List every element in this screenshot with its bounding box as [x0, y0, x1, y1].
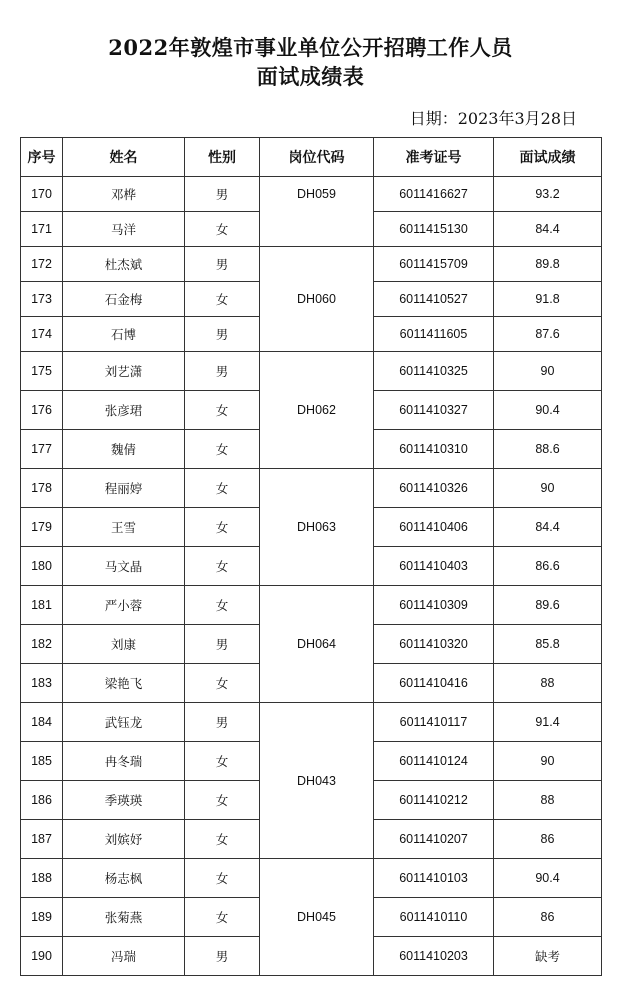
document-subtitle: 面试成绩表 [256, 64, 365, 89]
cell-gender: 男 [185, 352, 260, 391]
cell-post-code: DH060 [260, 247, 374, 352]
cell-score: 90.4 [494, 859, 602, 898]
cell-no: 186 [21, 781, 63, 820]
cell-no: 190 [21, 937, 63, 976]
cell-post-code: DH043 [260, 703, 374, 859]
cell-name: 马文晶 [63, 547, 185, 586]
cell-no: 171 [21, 212, 63, 247]
table-row [21, 177, 602, 212]
cell-exam-id: 6011410416 [374, 664, 494, 703]
cell-score: 90 [494, 469, 602, 508]
cell-gender: 女 [185, 820, 260, 859]
table-row [21, 247, 602, 282]
header-no: 序号 [21, 138, 63, 177]
cell-gender: 男 [185, 625, 260, 664]
cell-gender: 女 [185, 391, 260, 430]
cell-exam-id: 6011410117 [374, 703, 494, 742]
cell-gender: 男 [185, 937, 260, 976]
cell-score: 84.4 [494, 212, 602, 247]
cell-exam-id: 6011415130 [374, 212, 494, 247]
cell-gender: 女 [185, 859, 260, 898]
cell-score: 87.6 [494, 317, 602, 352]
cell-name: 杨志枫 [63, 859, 185, 898]
cell-gender: 女 [185, 742, 260, 781]
cell-name: 刘康 [63, 625, 185, 664]
header-post-code: 岗位代码 [260, 138, 374, 177]
cell-score: 90.4 [494, 391, 602, 430]
table-row [21, 352, 602, 391]
cell-score: 86 [494, 898, 602, 937]
cell-score: 84.4 [494, 508, 602, 547]
cell-exam-id: 6011410327 [374, 391, 494, 430]
cell-exam-id: 6011415709 [374, 247, 494, 282]
cell-gender: 女 [185, 212, 260, 247]
table-row [21, 859, 602, 898]
cell-gender: 女 [185, 898, 260, 937]
cell-score: 85.8 [494, 625, 602, 664]
cell-exam-id: 6011410103 [374, 859, 494, 898]
cell-exam-id: 6011410406 [374, 508, 494, 547]
cell-exam-id: 6011410124 [374, 742, 494, 781]
cell-no: 178 [21, 469, 63, 508]
table-header [21, 138, 602, 177]
cell-exam-id: 6011410110 [374, 898, 494, 937]
cell-gender: 男 [185, 247, 260, 282]
cell-name: 邓桦 [63, 177, 185, 212]
cell-name: 张彦珺 [63, 391, 185, 430]
cell-exam-id: 6011410403 [374, 547, 494, 586]
cell-name: 梁艳飞 [63, 664, 185, 703]
cell-no: 187 [21, 820, 63, 859]
cell-score: 89.8 [494, 247, 602, 282]
cell-score: 93.2 [494, 177, 602, 212]
cell-post-code: DH045 [260, 859, 374, 976]
cell-name: 冉冬瑞 [63, 742, 185, 781]
cell-score: 缺考 [494, 937, 602, 976]
cell-score: 89.6 [494, 586, 602, 625]
cell-name: 武钰龙 [63, 703, 185, 742]
cell-exam-id: 6011410203 [374, 937, 494, 976]
cell-post-code: DH059 [260, 177, 374, 247]
cell-exam-id: 6011410309 [374, 586, 494, 625]
cell-no: 181 [21, 586, 63, 625]
cell-no: 184 [21, 703, 63, 742]
cell-no: 189 [21, 898, 63, 937]
cell-name: 季瑛瑛 [63, 781, 185, 820]
table-row [21, 586, 602, 625]
cell-exam-id: 6011416627 [374, 177, 494, 212]
cell-gender: 女 [185, 664, 260, 703]
cell-name: 王雪 [63, 508, 185, 547]
cell-no: 175 [21, 352, 63, 391]
cell-score: 90 [494, 742, 602, 781]
cell-name: 张菊燕 [63, 898, 185, 937]
cell-gender: 女 [185, 586, 260, 625]
document-title: 2022年敦煌市事业单位公开招聘工作人员 [108, 35, 513, 60]
cell-gender: 女 [185, 430, 260, 469]
cell-no: 173 [21, 282, 63, 317]
cell-no: 185 [21, 742, 63, 781]
header-name: 姓名 [63, 138, 185, 177]
cell-exam-id: 6011410527 [374, 282, 494, 317]
cell-exam-id: 6011410326 [374, 469, 494, 508]
cell-post-code: DH063 [260, 469, 374, 586]
cell-exam-id: 6011410212 [374, 781, 494, 820]
cell-no: 170 [21, 177, 63, 212]
cell-gender: 女 [185, 469, 260, 508]
score-table [20, 137, 602, 976]
cell-gender: 男 [185, 177, 260, 212]
table-row [21, 469, 602, 508]
table-row [21, 703, 602, 742]
cell-gender: 男 [185, 317, 260, 352]
cell-name: 刘艺潇 [63, 352, 185, 391]
header-gender: 性别 [185, 138, 260, 177]
cell-post-code: DH062 [260, 352, 374, 469]
cell-score: 90 [494, 352, 602, 391]
cell-name: 程丽婷 [63, 469, 185, 508]
cell-score: 91.8 [494, 282, 602, 317]
cell-score: 88.6 [494, 430, 602, 469]
cell-no: 176 [21, 391, 63, 430]
cell-no: 183 [21, 664, 63, 703]
cell-no: 180 [21, 547, 63, 586]
cell-score: 91.4 [494, 703, 602, 742]
cell-no: 182 [21, 625, 63, 664]
cell-gender: 女 [185, 547, 260, 586]
cell-no: 174 [21, 317, 63, 352]
cell-gender: 女 [185, 781, 260, 820]
cell-name: 马洋 [63, 212, 185, 247]
table-body [21, 177, 602, 976]
cell-gender: 女 [185, 508, 260, 547]
cell-name: 石金梅 [63, 282, 185, 317]
cell-no: 179 [21, 508, 63, 547]
cell-exam-id: 6011411605 [374, 317, 494, 352]
cell-no: 172 [21, 247, 63, 282]
cell-gender: 男 [185, 703, 260, 742]
cell-post-code: DH064 [260, 586, 374, 703]
cell-no: 177 [21, 430, 63, 469]
cell-score: 86.6 [494, 547, 602, 586]
cell-score: 88 [494, 781, 602, 820]
cell-exam-id: 6011410325 [374, 352, 494, 391]
cell-score: 86 [494, 820, 602, 859]
header-row [21, 138, 602, 177]
cell-exam-id: 6011410310 [374, 430, 494, 469]
cell-name: 石博 [63, 317, 185, 352]
date-label: 日期：2023年3月28日 [409, 109, 577, 128]
cell-name: 杜杰斌 [63, 247, 185, 282]
header-score: 面试成绩 [494, 138, 602, 177]
cell-name: 冯瑞 [63, 937, 185, 976]
cell-exam-id: 6011410320 [374, 625, 494, 664]
header-exam-id: 准考证号 [374, 138, 494, 177]
cell-name: 魏倩 [63, 430, 185, 469]
cell-exam-id: 6011410207 [374, 820, 494, 859]
cell-no: 188 [21, 859, 63, 898]
cell-score: 88 [494, 664, 602, 703]
cell-name: 刘嫔妤 [63, 820, 185, 859]
cell-gender: 女 [185, 282, 260, 317]
cell-name: 严小蓉 [63, 586, 185, 625]
